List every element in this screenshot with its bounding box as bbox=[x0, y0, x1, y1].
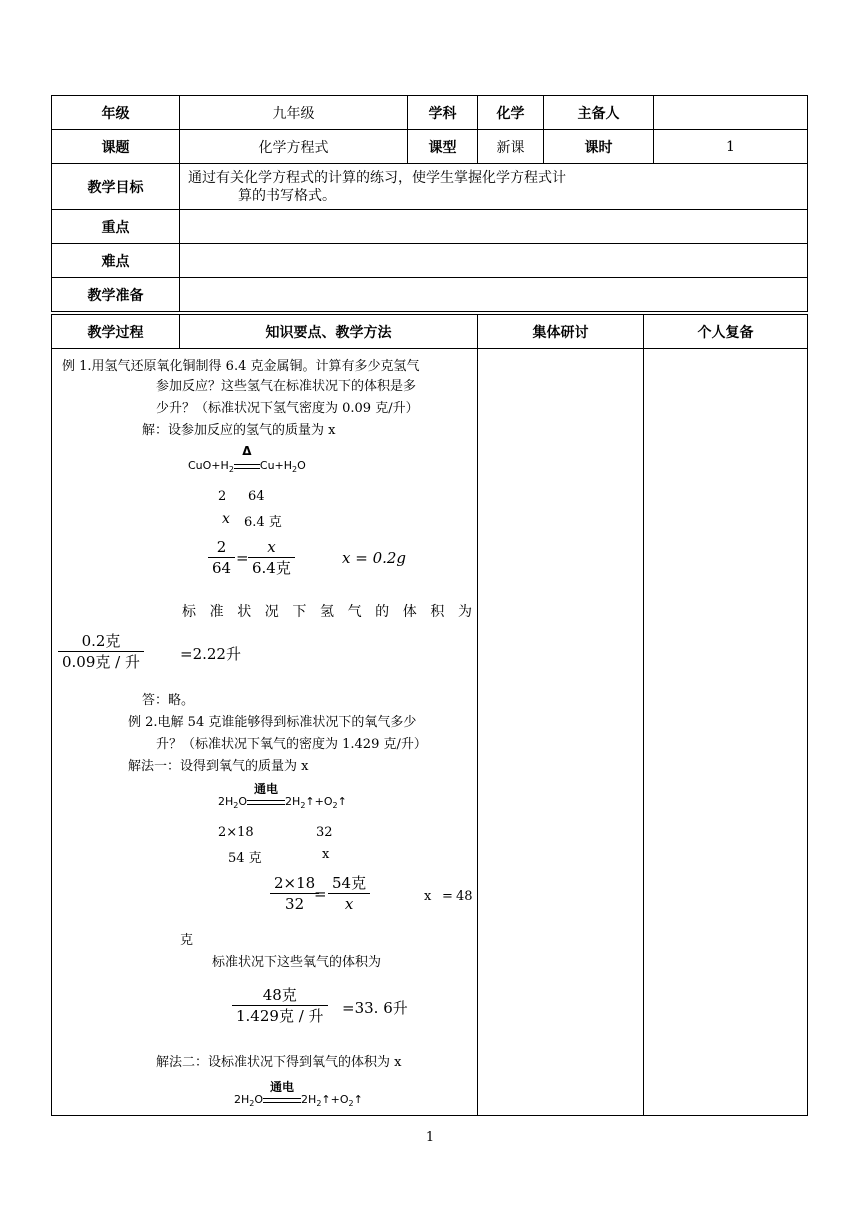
heat-symbol: Δ bbox=[242, 444, 252, 458]
lesson-plan-table bbox=[51, 95, 808, 312]
example-1-equation: $CuO+H_2$ Δ $Cu+H_2O$ bbox=[188, 444, 306, 475]
preparer-value bbox=[654, 96, 808, 130]
example-2-volume-text: 标准状况下这些氧气的体积为 bbox=[212, 955, 382, 970]
worked-examples bbox=[52, 349, 478, 1115]
process-content bbox=[52, 349, 478, 1116]
preparation-label: 教学准备 bbox=[52, 278, 180, 312]
example-2-unknown: x bbox=[322, 847, 330, 862]
example-2-mass: 54 克 bbox=[228, 851, 262, 866]
grade-label: 年级 bbox=[52, 96, 180, 130]
electrolysis-label-2: 通电 bbox=[270, 1080, 295, 1094]
topic-label: 课题 bbox=[52, 130, 180, 164]
example-2-result-value: 48 bbox=[456, 889, 473, 904]
example-2-method-1: 解法一：设得到氧气的质量为 x bbox=[128, 759, 309, 774]
personal-header: 个人复备 bbox=[644, 315, 808, 349]
goal-line-2: 算的书写格式。 bbox=[238, 187, 336, 204]
electrolysis-label: 通电 bbox=[254, 782, 279, 796]
example-1-ratio-a: 2 bbox=[218, 489, 227, 504]
subject-label: 学科 bbox=[408, 96, 478, 130]
example-1-mass: 6.4 克 bbox=[244, 515, 282, 530]
example-1-line-3: 少升？（标准状况下氢气密度为 0.09 克/升） bbox=[156, 401, 419, 416]
type-label: 课型 bbox=[408, 130, 478, 164]
example-1-result: x = 0.2g bbox=[342, 549, 407, 567]
example-1-volume-text: 标 准 状 况 下 氢 气 的 体 积 为 bbox=[182, 604, 472, 620]
knowledge-header: 知识要点、教学方法 bbox=[180, 315, 478, 349]
period-value: 1 bbox=[654, 130, 808, 164]
goal-value bbox=[180, 164, 808, 210]
example-1-line-2: 参加反应？这些氢气在标准状况下的体积是多 bbox=[156, 379, 417, 394]
period-label: 课时 bbox=[544, 130, 654, 164]
example-1-volume-result: =2.22升 bbox=[180, 645, 241, 663]
type-value: 新课 bbox=[478, 130, 544, 164]
preparation-value bbox=[180, 278, 808, 312]
example-2-result-x: x bbox=[424, 889, 432, 904]
example-2-line-2: 升？（标准状况下氧气的密度为 1.429 克/升） bbox=[156, 737, 427, 752]
example-1-ratio-b: 64 bbox=[248, 489, 265, 504]
key-point-value bbox=[180, 210, 808, 244]
collective-header: 集体研讨 bbox=[478, 315, 644, 349]
topic-value: 化学方程式 bbox=[180, 130, 408, 164]
process-table bbox=[51, 314, 808, 1116]
example-1-equals: = bbox=[236, 549, 249, 567]
key-point-label: 重点 bbox=[52, 210, 180, 244]
example-1-solution: 解：设参加反应的氢气的质量为 x bbox=[142, 423, 336, 438]
goal-line-1: 通过有关化学方程式的计算的练习，使学生掌握化学方程式计 bbox=[188, 169, 566, 186]
example-2-equation-2: $2H_2O$ 通电 $2H_2↑+O_2↑$ bbox=[234, 1080, 363, 1109]
example-2-volume-result: =33. 6升 bbox=[342, 999, 408, 1017]
preparer-label: 主备人 bbox=[544, 96, 654, 130]
example-2-fraction-1: 2×18 32 bbox=[270, 873, 319, 914]
example-2-line-1: 例 2.电解 54 克谁能够得到标准状况下的氧气多少 bbox=[128, 715, 417, 730]
goal-label: 教学目标 bbox=[52, 164, 180, 210]
example-1-fraction-1: 2 64 bbox=[208, 537, 235, 578]
example-2-equals: = bbox=[314, 885, 327, 903]
process-header: 教学过程 bbox=[52, 315, 180, 349]
difficulty-label: 难点 bbox=[52, 244, 180, 278]
grade-value: 九年级 bbox=[180, 96, 408, 130]
example-2-ratio-b: 32 bbox=[316, 825, 333, 840]
example-2-fraction-2: 54克 x bbox=[328, 873, 370, 914]
example-2-equation: $2H_2O$ 通电 $2H_2↑+O_2↑$ bbox=[218, 782, 347, 811]
page-number: 1 bbox=[425, 1130, 435, 1145]
example-1-volume-fraction: 0.2克 0.09克 / 升 bbox=[58, 631, 144, 672]
example-2-result-unit: 克 bbox=[180, 933, 194, 948]
example-1-fraction-2: x 6.4克 bbox=[248, 537, 295, 578]
subject-value: 化学 bbox=[478, 96, 544, 130]
example-2-result-eq: = bbox=[442, 889, 453, 904]
personal-notes[interactable] bbox=[644, 349, 808, 1116]
example-2-method-2: 解法二：设标准状况下得到氧气的体积为 x bbox=[156, 1055, 402, 1070]
example-2-ratio-a: 2×18 bbox=[218, 825, 254, 840]
collective-notes[interactable] bbox=[478, 349, 644, 1116]
example-1-answer: 答：略。 bbox=[142, 693, 195, 708]
example-2-volume-fraction: 48克 1.429克 / 升 bbox=[232, 985, 328, 1026]
example-1-unknown: x bbox=[222, 511, 230, 527]
example-1-line-1: 例 1.用氢气还原氧化铜制得 6.4 克金属铜。计算有多少克氢气 bbox=[62, 359, 420, 374]
difficulty-value bbox=[180, 244, 808, 278]
